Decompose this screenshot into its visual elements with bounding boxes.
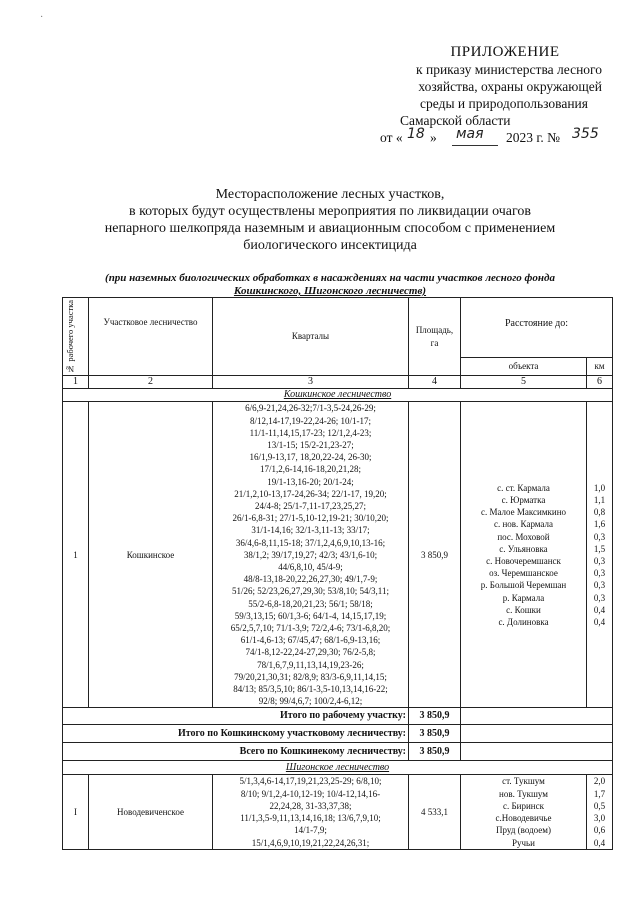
total-row (63, 725, 613, 743)
total-value: 3 850,9 (409, 743, 461, 761)
row-km: 1,0 1,1 0,8 1,6 0,3 1,5 0,3 0,3 0,3 0,3 0,4 0,4 (587, 402, 613, 708)
appendix-title: ПРИЛОЖЕНИЕ (450, 44, 560, 60)
forest-plots-table (62, 297, 613, 850)
row-km: 2,0 1,7 0,5 3,0 0,6 0,4 (587, 775, 613, 849)
row-district: Кошкинское (89, 402, 213, 708)
row-num: 1 (63, 402, 89, 708)
section-title: Шигонское лесничество (63, 761, 613, 775)
colnum: 6 (587, 376, 613, 389)
total-value: 3 850,9 (409, 708, 461, 725)
row-num: I (63, 775, 89, 849)
row-quarters: 5/1,3,4,6-14,17,19,21,23,25-29; 6/8,10; 8/10; 9/1,2,4-10,12-19; 10/4-12,14,16- 22,24,28, 31-33,37,38; 11/1,3,5-9,11,13,14,16,18; 13/6,7,9,10; 14/1-7,9; 15/1,4,6,9,10,19,21,22,24,26,31; (213, 775, 409, 849)
total-value: 3 850,9 (409, 725, 461, 743)
order-month-handwritten: мая (456, 126, 484, 142)
section-title: Кошкинское лесничество (63, 389, 613, 402)
row-quarters: 6/6,9-21,24,26-32;7/1-3,5-24,26-29; 8/12,14-17,19-22,24-26; 10/1-17; 11/1-11,14,15,17-23; 12/1,2,4-23; 13/1-15; 15/2-21,23-27; 16/1,9-13,17, 18,20,22-24, 26-30; 17/1,2,6-14,16-18,20,21,28; 19/1-13,16-20; 20/1-24; 21/1,2,10-13,17-24,26-34; 22/1-17, 19,20; 24/4-8; 25/1-7,11-17,23,25,27; 26/1-6,8-31; 27/1-5,10-12,19-21; 30/10,20; 31/1-14,16; 32/1-3,11-13; 33/17; 36/4,6-8,11,15-18; 37/1,2,4,6,9,10,13-16; 38/1,2; 39/17,19,27; 42/3; 43/1,6-10; 44/6,8,10, 45/4-9; 48/8-13,18-20,22,26,27,30; 49/1,7-9; 51/26; 52/23,26,27,29,30; 53/8,10; 54/3,11; 55/2-6,8-18,20,21,23; 56/1; 58/18; 59/3,13,15; 60/1,3-6; 64/1-4, 14,15,17,19; 65/2,5,7,10; 71/1-3,9; 72/2,4-6; 73/1-6,8,20; 61/1-4,6-13; 67/45,47; 68/1-6,9-13,16; 74/1-8,12-22,24-27,29,30; 76/2-5,8; 78/1,6,7,9,11,13,14,19,23-26; 79/20,21,30,31; 82/8,9; 83/3-6,9,11,14,15; 84/13; 85/3,5,10; 86/1-3,5-10,13,14,16-22; 92/8; 99/4,6,7; 100/2,4-6,12; (213, 402, 409, 708)
column-number-row (63, 376, 613, 389)
row-area: 3 850,9 (409, 402, 461, 708)
section-row (63, 761, 613, 775)
order-close: » (430, 130, 437, 145)
order-day-handwritten: 18 (407, 126, 425, 142)
row-area: 4 533,1 (409, 775, 461, 849)
subtitle-line-2: Кошкинского, Шигонского лесничеств) (233, 285, 427, 297)
title-line: биологического инсектицида (243, 238, 417, 253)
total-label: Итого по рабочему участку: (63, 708, 409, 725)
scan-mark: · (40, 12, 44, 23)
order-year: 2023 г. № (506, 130, 561, 145)
header-object: объекта (461, 358, 587, 376)
total-blank (461, 708, 613, 725)
colnum: 1 (63, 376, 89, 389)
document-title (30, 186, 630, 254)
total-label: Всего по Кошкинекому лесничеству: (63, 743, 409, 761)
total-row (63, 708, 613, 725)
colnum: 4 (409, 376, 461, 389)
header-district: Участковое лесничество (89, 298, 213, 376)
order-reference (360, 126, 630, 149)
subtitle-line-1: (при наземных биологических обработках в насаждениях на части участков лесного фонда (105, 272, 555, 284)
title-line: непарного шелкопряда наземным и авиационным способом с применением (104, 221, 556, 236)
row-objects: с. ст. Кармала с. Юрматка с. Малое Максимкино с. нов. Кармала пос. Моховой с. Ульяновка с. Новочеремшанск оз. Черемшанское р. Большой Черемшан р. Кармала с. Кошки с. Долиновка (461, 402, 587, 708)
total-blank (461, 743, 613, 761)
order-month-underline (452, 145, 498, 146)
appendix-line-2: хозяйства, охраны окружающей (418, 79, 602, 94)
total-label: Итого по Кошкинскому участковому лесничеству: (63, 725, 409, 743)
section-row (63, 389, 613, 402)
colnum: 2 (89, 376, 213, 389)
table-row (63, 775, 613, 849)
header-distance: Расстояние до: (461, 298, 613, 358)
appendix-block (360, 44, 630, 149)
title-line: в которых будут осуществлены мероприятия по ликвидации очагов (128, 204, 531, 219)
order-prefix: от « (380, 130, 403, 145)
appendix-line-3: среды и природопользования (420, 96, 588, 111)
row-district: Новодевиченское (89, 775, 213, 849)
header-km: км (587, 358, 613, 376)
table-row (63, 402, 613, 708)
order-number-handwritten: 355 (572, 126, 599, 142)
appendix-line-4: Самарской области (400, 113, 511, 128)
total-row (63, 743, 613, 761)
header-row (63, 298, 613, 358)
row-objects: ст. Тукшум нов. Тукшум с. Биринск с.Новодевичье Пруд (водоем) Ручьи (461, 775, 587, 849)
document-subtitle (40, 272, 620, 298)
colnum: 5 (461, 376, 587, 389)
total-blank (461, 725, 613, 743)
header-quarters: Кварталы (213, 298, 409, 376)
header-num: № рабочего участка (63, 298, 89, 376)
header-area: Площадь, га (409, 298, 461, 376)
appendix-line-1: к приказу министерства лесного (416, 62, 602, 77)
title-line: Месторасположение лесных участков, (215, 187, 445, 202)
colnum: 3 (213, 376, 409, 389)
